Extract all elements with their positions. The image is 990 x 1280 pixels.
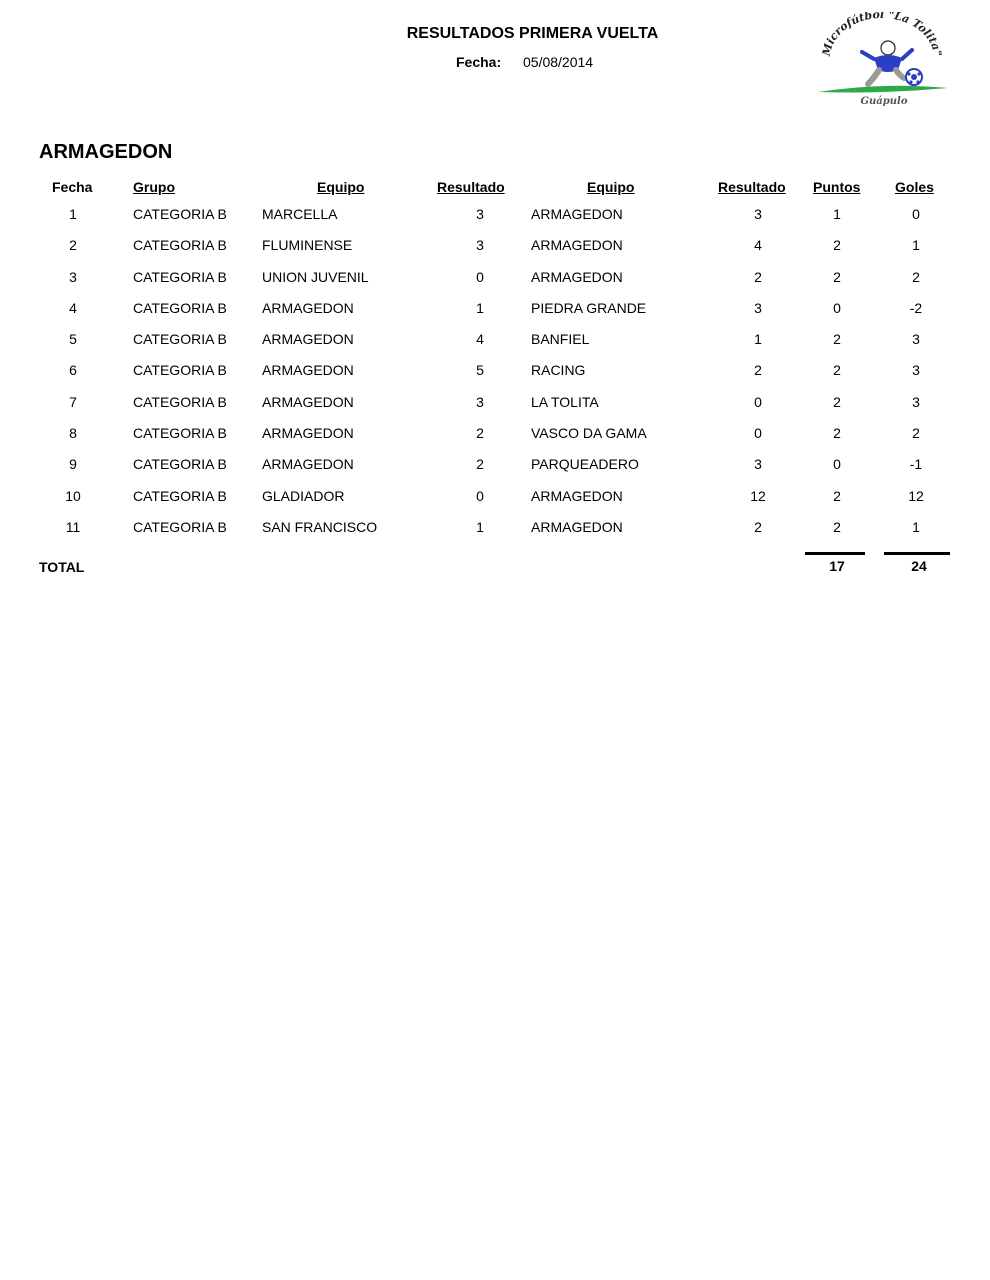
cell-equipo-visitante: ARMAGEDON: [531, 206, 623, 222]
cell-goles: 0: [912, 206, 920, 222]
table-row: [0, 231, 990, 262]
cell-grupo: CATEGORIA B: [133, 456, 227, 473]
cell-fecha: 5: [69, 331, 77, 348]
report-title: RESULTADOS PRIMERA VUELTA: [406, 25, 659, 42]
cell-grupo: CATEGORIA B: [133, 518, 227, 535]
cell-resultado-visitante: 3: [754, 206, 762, 222]
table-row: [0, 263, 990, 294]
cell-goles: 2: [912, 425, 920, 442]
table-row: [0, 419, 990, 450]
cell-fecha: 3: [69, 268, 77, 285]
col-header-equipo-visitante: Equipo: [587, 179, 635, 195]
cell-resultado-local: 1: [476, 518, 484, 535]
cell-goles: 3: [912, 362, 920, 379]
cell-resultado-local: 0: [476, 487, 484, 504]
cell-fecha: 11: [65, 518, 81, 535]
cell-equipo-visitante: RACING: [531, 362, 586, 379]
cell-resultado-local: 3: [476, 206, 484, 222]
cell-equipo-visitante: PIEDRA GRANDE: [531, 299, 647, 316]
cell-puntos: 2: [833, 331, 841, 348]
cell-resultado-local: 0: [476, 268, 484, 285]
cell-puntos: 2: [833, 237, 841, 254]
cell-fecha: 7: [69, 393, 77, 410]
cell-resultado-visitante: 0: [754, 425, 762, 442]
results-table-body: [0, 200, 990, 544]
table-row: [0, 513, 990, 544]
cell-grupo: CATEGORIA B: [133, 268, 227, 285]
cell-resultado-visitante: 12: [750, 487, 766, 504]
table-row: [0, 294, 990, 325]
cell-equipo-visitante: VASCO DA GAMA: [531, 425, 647, 442]
total-rule-goles: [884, 552, 950, 555]
cell-equipo-visitante: LA TOLITA: [531, 393, 599, 410]
table-row: [0, 450, 990, 481]
cell-equipo-local: ARMAGEDON: [262, 331, 354, 348]
cell-fecha: 8: [69, 425, 77, 442]
cell-equipo-local: UNION JUVENIL: [262, 268, 369, 285]
cell-resultado-visitante: 3: [754, 456, 762, 473]
total-label: TOTAL: [39, 559, 85, 575]
cell-puntos: 2: [833, 393, 841, 410]
cell-equipo-visitante: ARMAGEDON: [531, 487, 623, 504]
table-row: [0, 200, 990, 231]
cell-resultado-local: 3: [476, 393, 484, 410]
cell-equipo-local: SAN FRANCISCO: [262, 518, 378, 535]
cell-equipo-local: ARMAGEDON: [262, 456, 354, 473]
cell-grupo: CATEGORIA B: [133, 393, 227, 410]
total-rule-puntos: [805, 552, 865, 555]
cell-fecha: 4: [69, 299, 77, 316]
col-header-fecha: Fecha: [52, 179, 93, 195]
cell-resultado-visitante: 3: [754, 299, 762, 316]
league-logo: [812, 12, 952, 108]
cell-resultado-local: 4: [476, 331, 484, 348]
cell-resultado-visitante: 2: [754, 268, 762, 285]
date-label: Fecha:: [456, 54, 502, 70]
cell-grupo: CATEGORIA B: [133, 331, 227, 348]
cell-resultado-visitante: 4: [754, 237, 762, 254]
col-header-puntos: Puntos: [813, 179, 861, 195]
cell-equipo-local: ARMAGEDON: [262, 425, 354, 442]
cell-fecha: 6: [69, 362, 77, 379]
soccer-logo-icon: [812, 12, 952, 108]
cell-grupo: CATEGORIA B: [133, 425, 227, 442]
logo-text-bottom: Guápulo: [860, 96, 908, 107]
cell-equipo-local: FLUMINENSE: [262, 237, 353, 254]
total-goles: 24: [911, 558, 927, 574]
logo-text-top: Microfútbol "La Tolita": [819, 12, 945, 58]
cell-equipo-local: ARMAGEDON: [262, 299, 354, 316]
cell-equipo-visitante: ARMAGEDON: [531, 518, 623, 535]
cell-resultado-local: 5: [476, 362, 484, 379]
col-header-equipo-local: Equipo: [317, 179, 365, 195]
col-header-grupo: Grupo: [133, 179, 175, 195]
cell-resultado-visitante: 2: [754, 362, 762, 379]
col-header-resultado-visitante: Resultado: [718, 179, 786, 195]
cell-resultado-visitante: 2: [754, 518, 762, 535]
cell-equipo-visitante: ARMAGEDON: [531, 237, 623, 254]
cell-resultado-local: 2: [476, 456, 484, 473]
date-value: 05/08/2014: [523, 54, 594, 70]
col-header-goles: Goles: [895, 179, 934, 195]
table-row: [0, 356, 990, 387]
cell-resultado-local: 3: [476, 237, 484, 254]
cell-puntos: 2: [833, 487, 841, 504]
cell-equipo-local: MARCELLA: [262, 206, 338, 222]
cell-fecha: 2: [69, 237, 77, 254]
cell-goles: 1: [912, 518, 920, 535]
cell-grupo: CATEGORIA B: [133, 299, 227, 316]
cell-goles: -2: [909, 299, 923, 316]
cell-puntos: 2: [833, 268, 841, 285]
cell-equipo-visitante: ARMAGEDON: [531, 268, 623, 285]
cell-grupo: CATEGORIA B: [133, 237, 227, 254]
col-header-resultado-local: Resultado: [437, 179, 505, 195]
cell-resultado-local: 1: [476, 299, 484, 316]
cell-resultado-visitante: 0: [754, 393, 762, 410]
team-heading: ARMAGEDON: [39, 141, 173, 163]
cell-equipo-local: GLADIADOR: [262, 487, 345, 504]
cell-fecha: 10: [65, 487, 81, 504]
cell-puntos: 0: [833, 299, 841, 316]
cell-grupo: CATEGORIA B: [133, 362, 227, 379]
cell-resultado-visitante: 1: [754, 331, 762, 348]
cell-goles: 3: [912, 331, 920, 348]
cell-puntos: 2: [833, 518, 841, 535]
cell-puntos: 2: [833, 425, 841, 442]
cell-resultado-local: 2: [476, 425, 484, 442]
cell-goles: 12: [908, 487, 924, 504]
cell-equipo-local: ARMAGEDON: [262, 362, 354, 379]
table-row: [0, 388, 990, 419]
cell-equipo-visitante: BANFIEL: [531, 331, 590, 348]
cell-fecha: 1: [69, 206, 77, 222]
cell-equipo-local: ARMAGEDON: [262, 393, 354, 410]
cell-grupo: CATEGORIA B: [133, 487, 227, 504]
total-puntos: 17: [829, 558, 845, 574]
cell-puntos: 2: [833, 362, 841, 379]
cell-fecha: 9: [69, 456, 77, 473]
cell-puntos: 0: [833, 456, 841, 473]
cell-goles: 3: [912, 393, 920, 410]
cell-goles: 2: [912, 268, 920, 285]
cell-goles: 1: [912, 237, 920, 254]
table-row: [0, 482, 990, 513]
cell-puntos: 1: [833, 206, 841, 222]
cell-grupo: CATEGORIA B: [133, 206, 227, 222]
cell-goles: -1: [909, 456, 923, 473]
cell-equipo-visitante: PARQUEADERO: [531, 456, 639, 473]
table-row: [0, 325, 990, 356]
